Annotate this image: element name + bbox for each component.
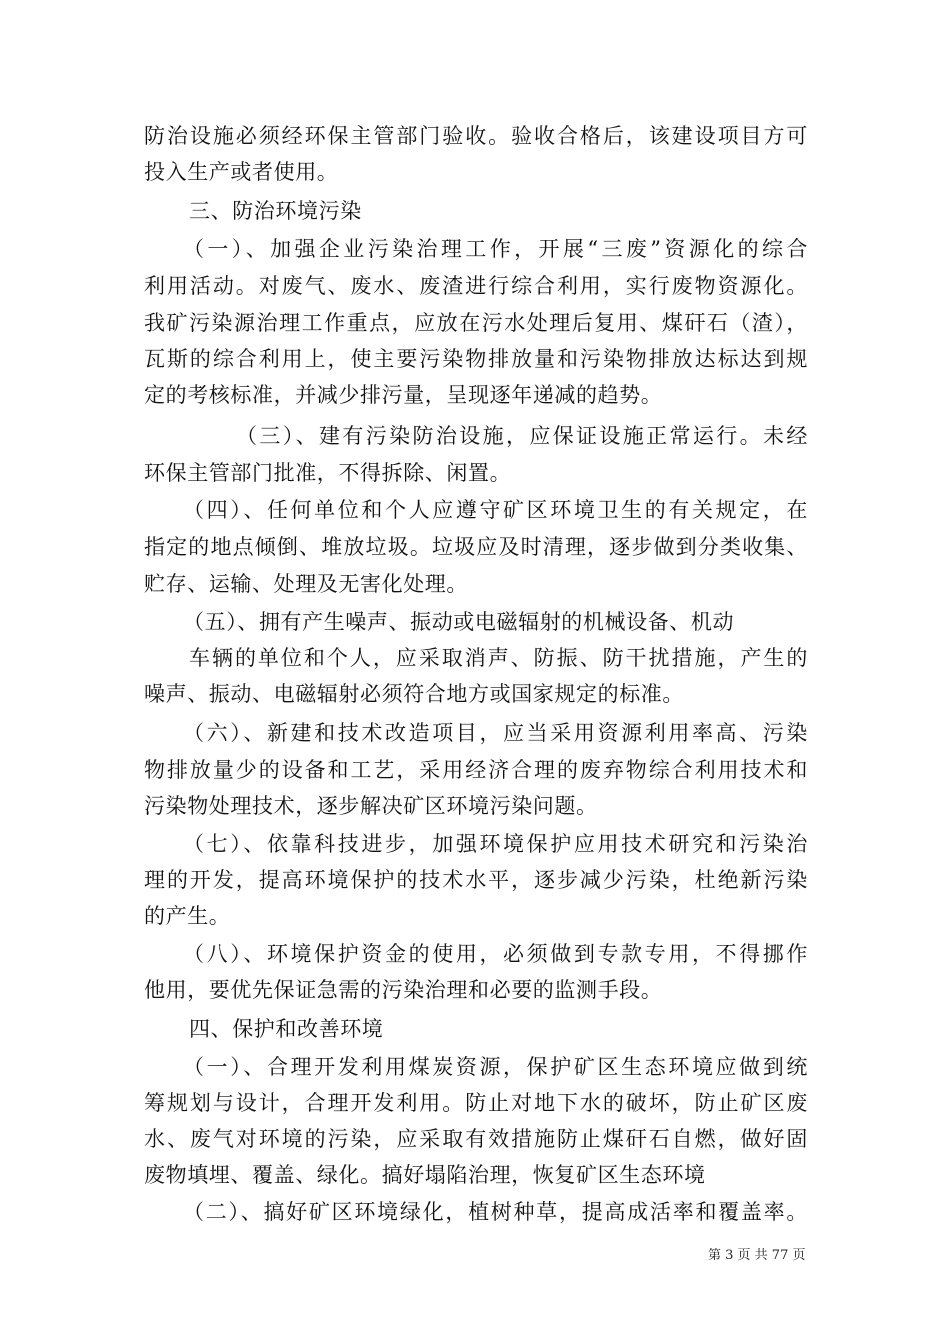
text-line: （三）、建有污染防治设施，应保证设施正常运行。未经 — [236, 424, 808, 448]
section-heading: 三、防治环境污染 — [189, 199, 362, 223]
text-line: （四）、任何单位和个人应遵守矿区环境卫生的有关规定，在 — [183, 498, 808, 522]
text-line: 投入生产或者使用。 — [144, 160, 339, 184]
text-line: 车辆的单位和个人，应采取消声、防振、防干扰措施，产生的 — [189, 646, 808, 670]
text-line: （六）、新建和技术改造项目，应当采用资源利用率高、污染 — [183, 721, 808, 745]
text-line: 防治设施必须经环保主管部门验收。验收合格后，该建设项目方可 — [144, 124, 808, 148]
text-line: （一）、加强企业污染治理工作，开展“三废”资源化的综合 — [183, 237, 808, 261]
text-line: （二）、搞好矿区环境绿化，植树种草，提高成活率和覆盖率。 — [183, 1200, 808, 1224]
text-line: 环保主管部门批准，不得拆除、闲置。 — [144, 461, 512, 485]
text-line: 指定的地点倾倒、堆放垃圾。垃圾应及时清理，逐步做到分类收集、 — [144, 535, 808, 559]
text-line: 污染物处理技术，逐步解决矿区环境污染问题。 — [144, 794, 598, 818]
text-line: （七）、依靠科技进步，加强环境保护应用技术研究和污染治 — [183, 832, 808, 856]
text-line: 水、废气对环境的污染，应采取有效措施防止煤矸石自燃，做好固 — [144, 1127, 808, 1151]
text-line: 定的考核标准，并减少排污量，呈现逐年递减的趋势。 — [144, 383, 663, 407]
text-line: 噪声、振动、电磁辐射必须符合地方或国家规定的标准。 — [144, 682, 684, 706]
text-line: （一）、合理开发利用煤炭资源，保护矿区生态环境应做到统 — [183, 1055, 808, 1079]
text-line: 利用活动。对废气、废水、废渣进行综合利用，实行废物资源化。 — [144, 274, 808, 298]
text-line: 理的开发，提高环境保护的技术水平，逐步减少污染，杜绝新污染 — [144, 868, 808, 892]
text-line: 瓦斯的综合利用上，使主要污染物排放量和污染物排放达标达到规 — [144, 347, 808, 371]
text-line: （八）、环境保护资金的使用，必须做到专款专用，不得挪作 — [183, 942, 808, 966]
section-heading: 四、保护和改善环境 — [189, 1017, 384, 1041]
text-line: （五）、拥有产生噪声、振动或电磁辐射的机械设备、机动 — [183, 610, 735, 634]
text-line: 筹规划与设计，合理开发利用。防止对地下水的破坏，防止矿区废 — [144, 1091, 808, 1115]
page-number-footer: 第 3 页 共 77 页 — [708, 1248, 806, 1263]
text-line: 贮存、运输、处理及无害化处理。 — [144, 572, 468, 596]
text-line: 的产生。 — [144, 904, 231, 928]
text-line: 物排放量少的设备和工艺，采用经济合理的废弃物综合利用技术和 — [144, 758, 808, 782]
text-line: 我矿污染源治理工作重点，应放在污水处理后复用、煤矸石（渣）， — [144, 311, 808, 335]
text-line: 他用，要优先保证急需的污染治理和必要的监测手段。 — [144, 978, 663, 1002]
text-line: 废物填埋、覆盖、绿化。搞好塌陷治理，恢复矿区生态环境 — [144, 1163, 706, 1187]
